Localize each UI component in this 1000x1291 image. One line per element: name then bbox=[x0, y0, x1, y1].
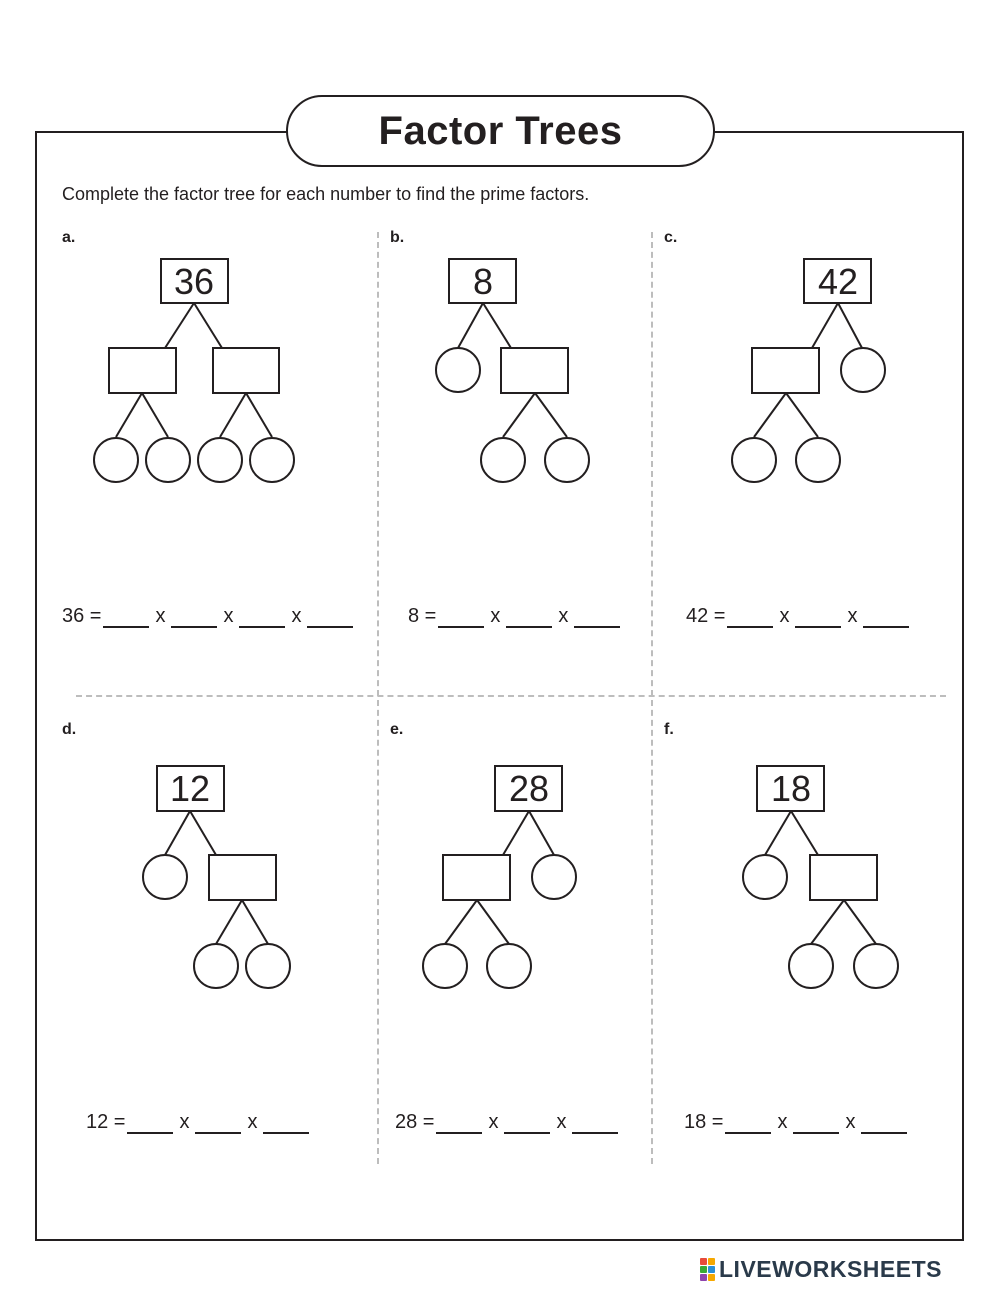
prime-circle[interactable] bbox=[854, 944, 898, 988]
equation-d bbox=[86, 1111, 311, 1134]
tree-c bbox=[732, 259, 885, 482]
logo-block bbox=[708, 1258, 715, 1265]
equation-prefix: 36 = bbox=[62, 605, 102, 627]
prime-circle[interactable] bbox=[246, 944, 290, 988]
prime-circle[interactable] bbox=[732, 438, 776, 482]
times-symbol: x bbox=[845, 1111, 856, 1133]
instructions-text: Complete the factor tree for each number to find the prime factors. bbox=[62, 184, 590, 204]
answer-blank[interactable] bbox=[504, 1114, 550, 1134]
prime-circle[interactable] bbox=[143, 855, 187, 899]
root-number-c: 42 bbox=[817, 261, 859, 302]
tree-d bbox=[143, 766, 290, 988]
answer-blank[interactable] bbox=[793, 1114, 839, 1134]
tree-b bbox=[436, 259, 589, 482]
prime-circle[interactable] bbox=[423, 944, 467, 988]
times-symbol: x bbox=[291, 605, 302, 627]
label-c: c. bbox=[664, 229, 678, 246]
times-symbol: x bbox=[223, 605, 234, 627]
answer-blank[interactable] bbox=[239, 608, 285, 628]
factor-box[interactable] bbox=[213, 348, 279, 393]
logo-block bbox=[700, 1258, 707, 1265]
root-number-e: 28 bbox=[508, 768, 550, 809]
prime-circle[interactable] bbox=[487, 944, 531, 988]
factor-box[interactable] bbox=[810, 855, 877, 900]
prime-circle[interactable] bbox=[796, 438, 840, 482]
times-symbol: x bbox=[779, 605, 790, 627]
equation-e bbox=[395, 1111, 620, 1134]
factor-box[interactable] bbox=[752, 348, 819, 393]
answer-blank[interactable] bbox=[263, 1114, 309, 1134]
answer-blank[interactable] bbox=[572, 1114, 618, 1134]
logo-block bbox=[708, 1266, 715, 1273]
prime-circle[interactable] bbox=[198, 438, 242, 482]
answer-blank[interactable] bbox=[863, 608, 909, 628]
tree-e bbox=[423, 766, 576, 988]
times-symbol: x bbox=[777, 1111, 788, 1133]
answer-blank[interactable] bbox=[727, 608, 773, 628]
prime-circle[interactable] bbox=[436, 348, 480, 392]
answer-blank[interactable] bbox=[103, 608, 149, 628]
equation-c bbox=[686, 605, 911, 628]
label-b: b. bbox=[390, 229, 405, 246]
prime-circle[interactable] bbox=[94, 438, 138, 482]
prime-circle[interactable] bbox=[841, 348, 885, 392]
prime-circle[interactable] bbox=[194, 944, 238, 988]
label-f: f. bbox=[664, 721, 674, 738]
answer-blank[interactable] bbox=[195, 1114, 241, 1134]
answer-blank[interactable] bbox=[438, 608, 484, 628]
logo-block bbox=[700, 1274, 707, 1281]
label-d: d. bbox=[62, 721, 77, 738]
answer-blank[interactable] bbox=[574, 608, 620, 628]
tree-f bbox=[743, 766, 898, 988]
prime-circle[interactable] bbox=[789, 944, 833, 988]
logo-block bbox=[700, 1266, 707, 1273]
answer-blank[interactable] bbox=[307, 608, 353, 628]
prime-circle[interactable] bbox=[743, 855, 787, 899]
equation-prefix: 18 = bbox=[684, 1111, 724, 1133]
factor-box[interactable] bbox=[109, 348, 176, 393]
page-title: Factor Trees bbox=[378, 108, 623, 153]
prime-circle[interactable] bbox=[146, 438, 190, 482]
root-number-a: 36 bbox=[173, 261, 215, 302]
root-number-b: 8 bbox=[472, 261, 494, 302]
prime-circle[interactable] bbox=[532, 855, 576, 899]
equation-b bbox=[408, 605, 622, 628]
times-symbol: x bbox=[490, 605, 501, 627]
label-e: e. bbox=[390, 721, 404, 738]
answer-blank[interactable] bbox=[171, 608, 217, 628]
answer-blank[interactable] bbox=[127, 1114, 173, 1134]
answer-blank[interactable] bbox=[795, 608, 841, 628]
answer-blank[interactable] bbox=[436, 1114, 482, 1134]
answer-blank[interactable] bbox=[725, 1114, 771, 1134]
equation-a bbox=[62, 605, 355, 628]
times-symbol: x bbox=[488, 1111, 499, 1133]
times-symbol: x bbox=[247, 1111, 258, 1133]
logo-blocks-icon bbox=[700, 1258, 715, 1281]
prime-circle[interactable] bbox=[250, 438, 294, 482]
equation-prefix: 28 = bbox=[395, 1111, 435, 1133]
equation-prefix: 12 = bbox=[86, 1111, 126, 1133]
times-symbol: x bbox=[155, 605, 166, 627]
answer-blank[interactable] bbox=[861, 1114, 907, 1134]
factor-box[interactable] bbox=[501, 348, 568, 393]
times-symbol: x bbox=[556, 1111, 567, 1133]
factor-box[interactable] bbox=[443, 855, 510, 900]
answer-blank[interactable] bbox=[506, 608, 552, 628]
root-number-f: 18 bbox=[770, 768, 812, 809]
equation-f bbox=[684, 1111, 909, 1134]
equation-prefix: 42 = bbox=[686, 605, 726, 627]
times-symbol: x bbox=[179, 1111, 190, 1133]
logo-block bbox=[708, 1274, 715, 1281]
root-number-d: 12 bbox=[169, 768, 211, 809]
label-a: a. bbox=[62, 229, 76, 246]
times-symbol: x bbox=[847, 605, 858, 627]
factor-box[interactable] bbox=[209, 855, 276, 900]
prime-circle[interactable] bbox=[545, 438, 589, 482]
times-symbol: x bbox=[558, 605, 569, 627]
equation-prefix: 8 = bbox=[408, 605, 437, 627]
prime-circle[interactable] bbox=[481, 438, 525, 482]
logo-text: LIVEWORKSHEETS bbox=[719, 1255, 942, 1282]
liveworksheets-logo bbox=[700, 1257, 942, 1281]
